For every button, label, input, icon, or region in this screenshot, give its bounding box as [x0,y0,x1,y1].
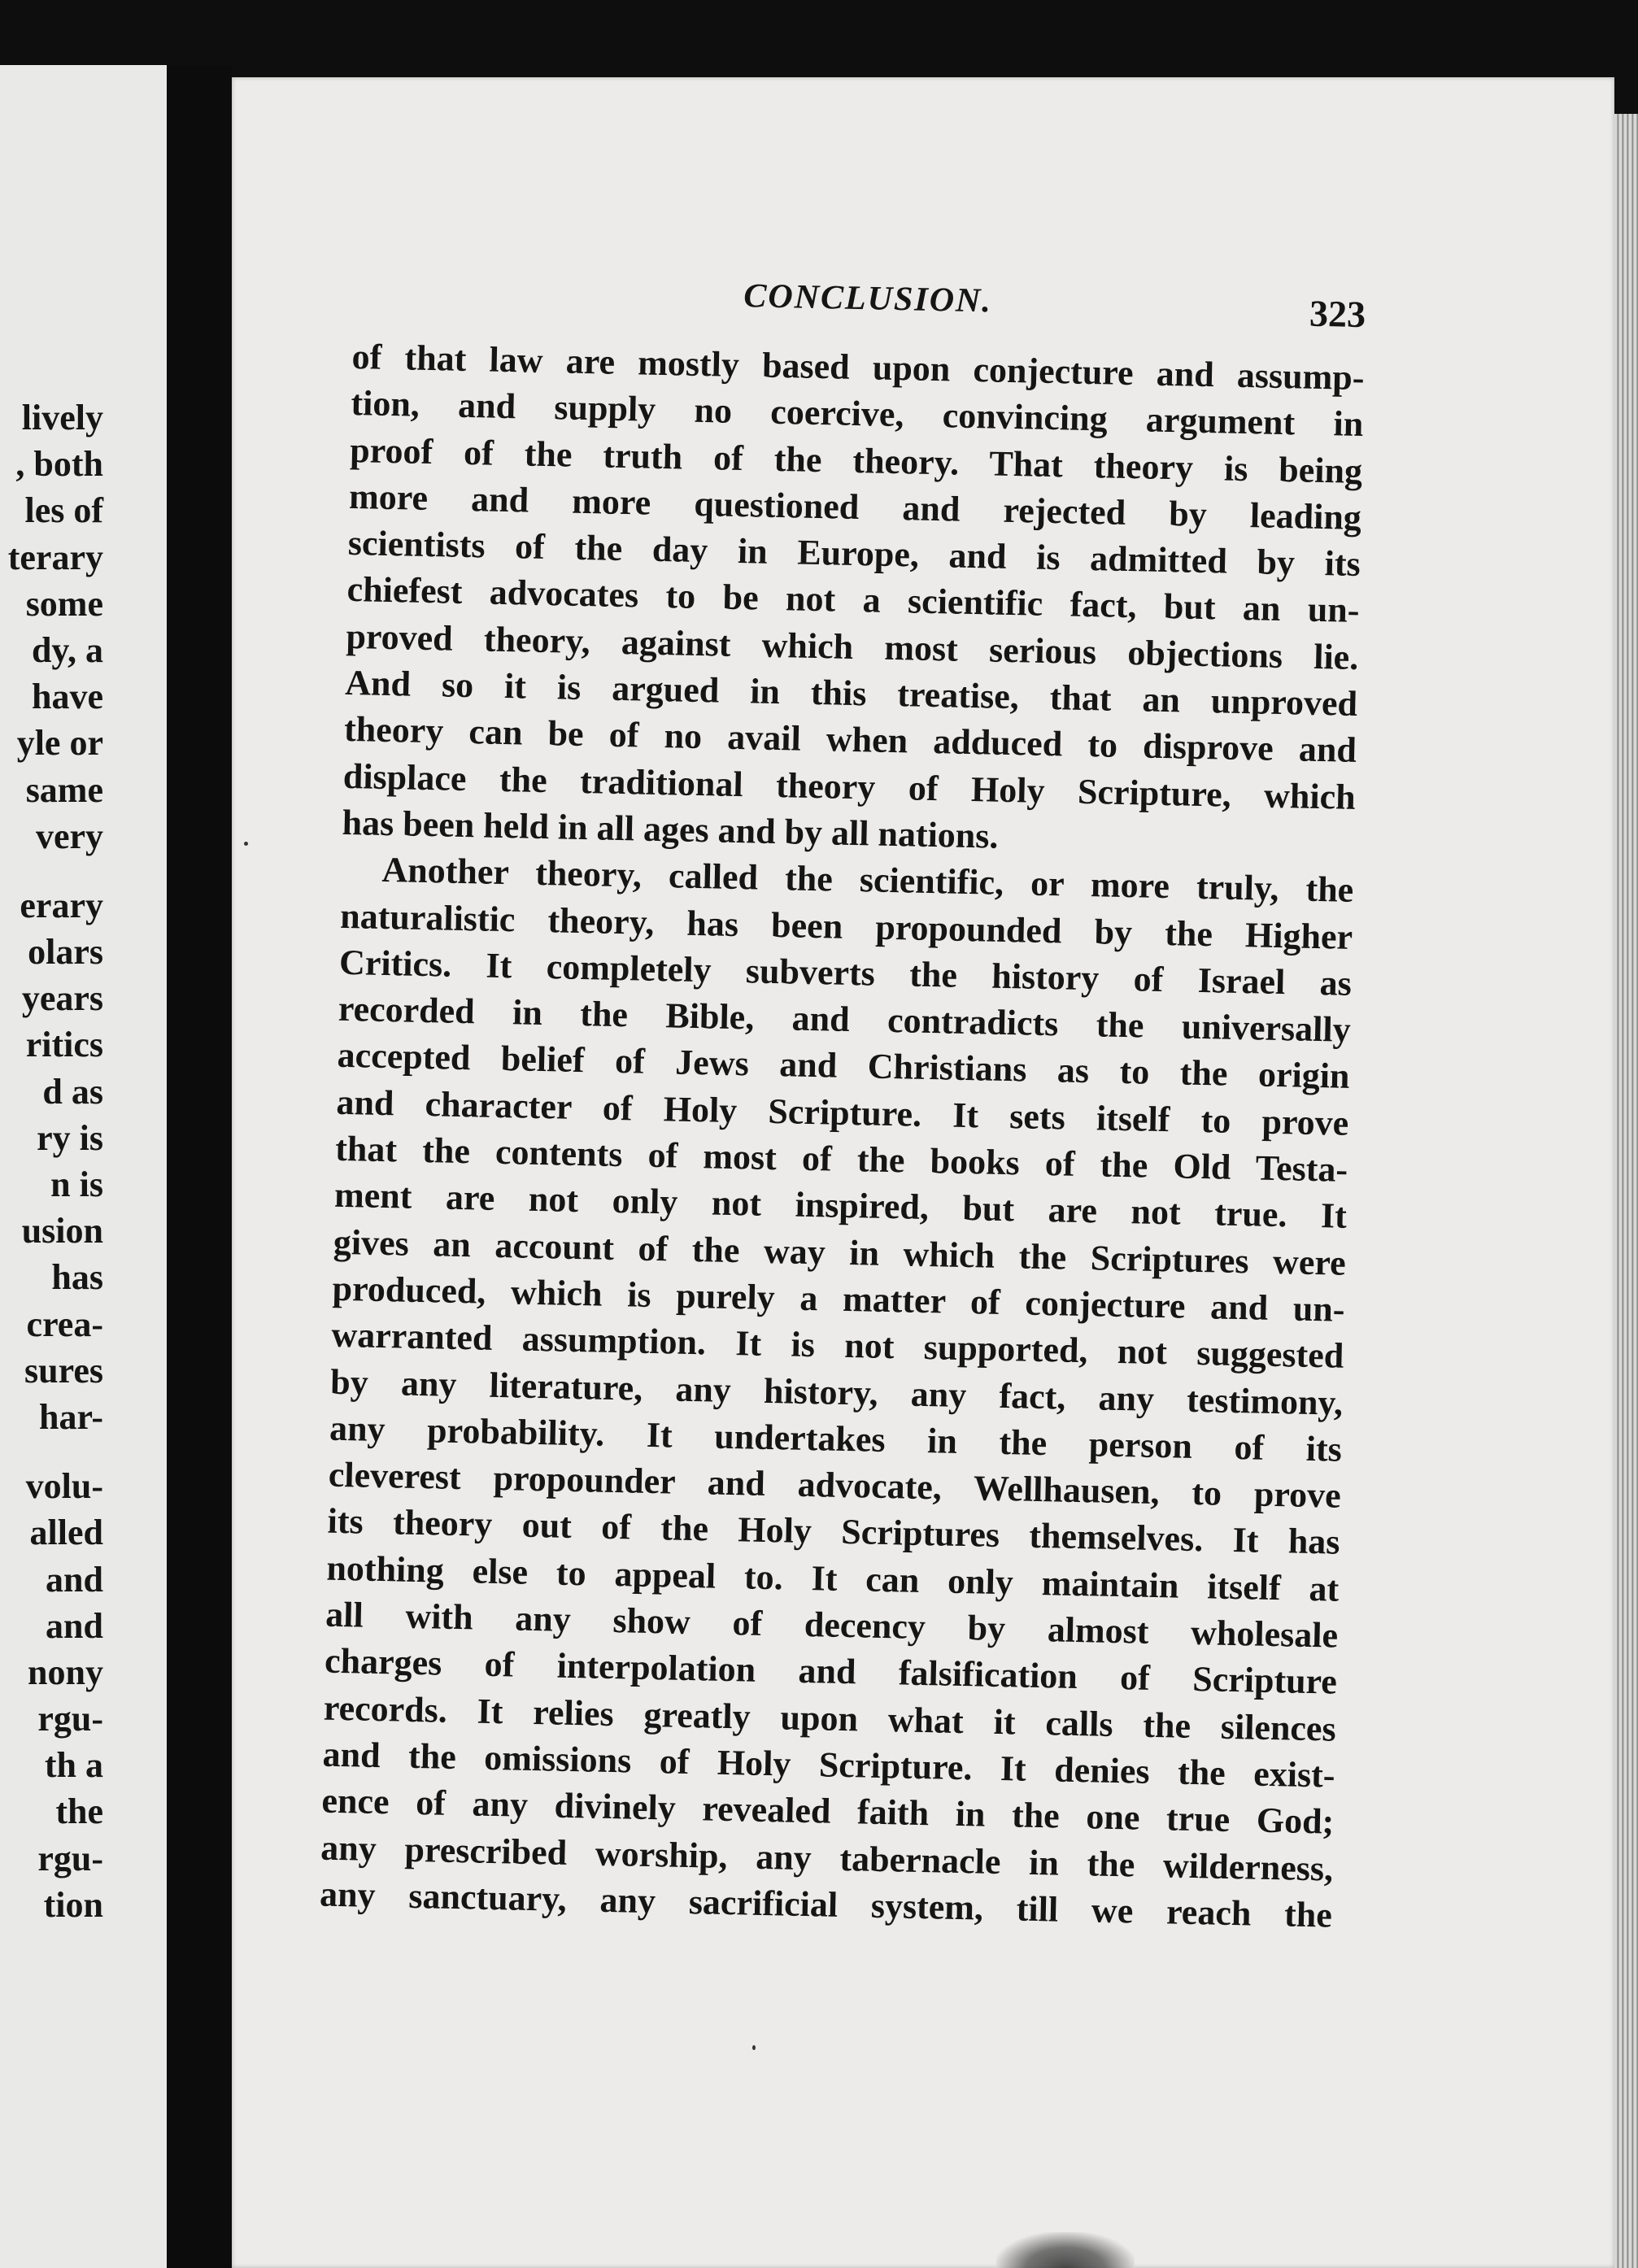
previous-page-line: alled [29,1513,103,1553]
text-line: any sanctuary, any sacrificial system, till we reach the [319,1874,1333,1935]
previous-page-line: volu- [25,1466,103,1507]
text-line: tion, and supply no coercive, convincing argument in [351,383,1364,445]
text-line: ment are not only not inspired, but are not true. It [333,1175,1348,1237]
text-line: gives an account of the way in which the Scriptures were [333,1221,1347,1283]
text-line: any prescribed worship, any tabernacle in the wilderness, [320,1827,1334,1889]
text-line: Critics. It completely subverts the history of Israel as [338,942,1353,1003]
text-line: And so it is argued in this treatise, that an unproved [344,662,1358,725]
previous-page-line: yle or [16,723,103,764]
text-line: of that law are mostly based upon conjecture and assump- [351,336,1365,398]
previous-page [0,65,167,2268]
page-tear [996,2232,1135,2268]
previous-page-line: nony [28,1652,103,1692]
previous-page-line: th a [44,1745,103,1786]
text-line: that the contents of most of the books of the Old Testa- [334,1128,1348,1190]
text-line: nothing else to appeal to. It can only maintain itself at [326,1548,1340,1609]
previous-page-line: olars [28,932,103,973]
previous-page-line: crea- [26,1304,103,1344]
previous-page-line: usion [21,1211,103,1252]
text-line: theory can be of no avail when adduced to disprove and [343,709,1357,771]
text-line: any probability. It undertakes in the person of its [329,1408,1343,1469]
previous-page-line: has [51,1257,103,1298]
previous-page-line: same [25,769,103,810]
page-content [320,268,1366,1939]
previous-page-line: n is [50,1164,103,1204]
text-line: records. It relies greatly upon what it calls the silences [323,1687,1337,1749]
text-line: proof of the truth of the theory. That theory is being [349,429,1363,491]
previous-page-line: ry is [37,1117,103,1158]
text-line: more and more questioned and rejected by leading [348,476,1362,538]
previous-page-line: lively [21,398,103,437]
text-line: Another theory, called the scientific, or more truly, the [381,850,1354,911]
previous-page-line: rgu- [37,1838,103,1878]
text-line: cleverest propounder and advocate, Wellhausen, to prove [328,1454,1342,1516]
running-title: CONCLUSION. [743,277,993,320]
previous-page-line: and [46,1605,103,1646]
body-text [320,333,1366,1939]
text-line: chiefest advocates to be not a scientific fact, but an un- [346,569,1360,631]
previous-page-line: rgu- [37,1699,103,1739]
previous-page-line: sures [24,1350,103,1391]
previous-page-text [8,394,103,1928]
paper-speck [244,842,248,846]
text-line: displace the traditional theory of Holy Scripture, which [342,755,1357,817]
text-line: proved theory, against which most serious objections lie. [346,616,1359,677]
previous-page-line: the [55,1791,103,1832]
book-gutter [167,65,232,2268]
previous-page-line: have [32,677,103,717]
text-line: ence of any divinely revealed faith in the one true God; [321,1780,1335,1842]
previous-page-line: terary [7,537,103,577]
text-line: all with any show of decency by almost wholesale [325,1594,1339,1656]
paragraph-gap [8,860,103,882]
text-line: warranted assumption. It is not supported, not suggested [331,1314,1344,1377]
previous-page-line: years [21,978,103,1019]
previous-page-line: , both [15,444,103,485]
text-line: and the omissions of Holy Scripture. It denies the exist- [322,1734,1335,1796]
previous-page-line: very [35,816,103,856]
text-line: recorded in the Bible, and contradicts the universally [338,988,1352,1051]
text-line: by any literature, any history, any fact, any testimony, [329,1361,1344,1423]
text-line: has been held in all ages and by all nations. [342,802,999,856]
previous-page-line: har- [38,1396,103,1437]
previous-page-line: ritics [25,1025,103,1065]
text-line: scientists of the day in Europe, and is admitted by its [347,523,1361,585]
previous-page-line: erary [20,885,103,925]
paper-speck [752,2045,756,2050]
text-line: charges of interpolation and falsification of Scripture [324,1640,1338,1703]
paragraph-gap [8,1440,103,1463]
previous-page-line: d as [42,1071,103,1112]
text-line: its theory out of the Holy Scriptures themselves. It has [327,1501,1340,1563]
previous-page-line: les of [24,490,103,531]
previous-page-line: dy, a [31,629,103,670]
text-line: and character of Holy Scripture. It sets itself to prove [336,1082,1349,1143]
text-line: produced, which is purely a matter of conjecture and un- [332,1268,1345,1330]
previous-page-line: tion [43,1884,103,1925]
previous-page-line: and [46,1559,103,1600]
page-edges [1614,114,1638,2268]
text-line: naturalistic theory, has been propounded by the Higher [339,895,1353,957]
previous-page-line: some [25,583,103,624]
text-line: accepted belief of Jews and Christians as to the origin [337,1035,1350,1097]
page-number: 323 [1309,292,1366,336]
